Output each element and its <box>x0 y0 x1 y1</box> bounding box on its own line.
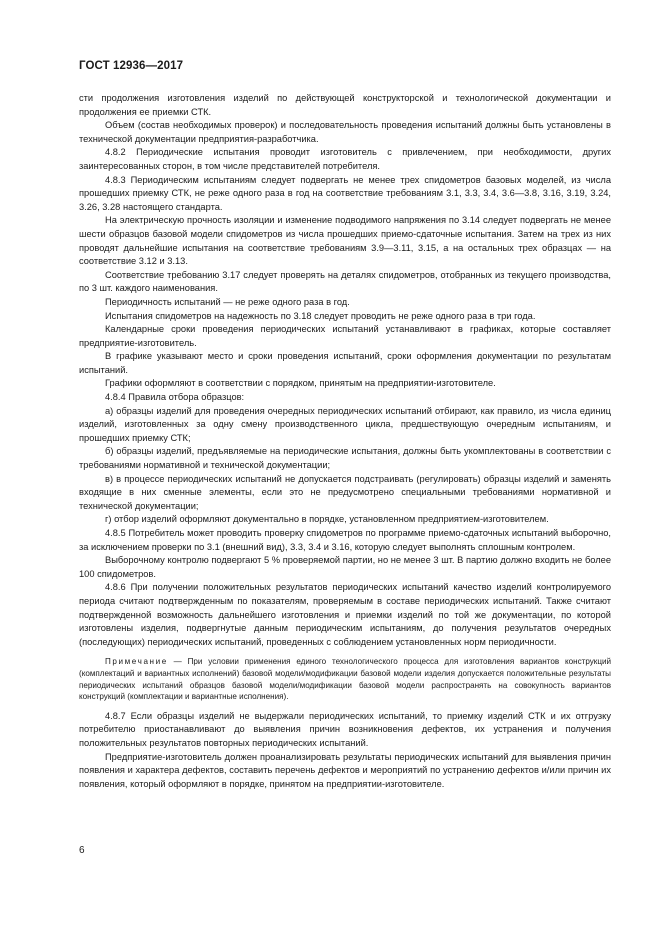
paragraph: В графике указывают место и сроки проведения испытаний, сроки оформления документации по результатам испытаний. <box>79 351 611 375</box>
paragraph: Периодичность испытаний — не реже одного раза в год. <box>105 296 350 307</box>
note <box>79 656 611 702</box>
clause-4-8-3: 4.8.3 Периодическим испытаниям следует подвергать не менее трех спидометров базовых моделей, из числа прошедших приемку СТК, не реже одного раза в год на соответствие требованиям 3.1, 3.3, 3.4, 3.6—3.8, 3.16, 3.19, 3.24, 3.26, 3.28 настоящего стандарта. <box>79 174 611 212</box>
clause-4-8-2: 4.8.2 Периодические испытания проводит изготовитель с привлечением, при необходимости, других заинтересованных сторон, в том числе представителей потребителя. <box>79 147 611 171</box>
paragraph: Испытания спидометров на надежность по 3.18 следует проводить не реже одного раза в три года. <box>105 310 536 321</box>
paragraph-continuation: сти продолжения изготовления изделий по действующей конструкторской и технологической документации и продолжения ее приемки СТК. <box>79 93 611 117</box>
document-header: ГОСТ 12936—2017 <box>79 60 184 72</box>
paragraph: Календарные сроки проведения периодических испытаний устанавливают в графиках, которые составляет предприятие-изготовитель. <box>79 324 611 348</box>
paragraph: Выборочному контролю подвергают 5 % проверяемой партии, но не менее 3 шт. В партию должно входить не более 100 спидометров. <box>79 555 611 579</box>
list-item-v: в) в процессе периодических испытаний не допускается подстраивать (регулировать) образцы изделий и заменять входящие в них сменные элементы, если это не предусмотрено специальными требованиями нормативной и технической документации; <box>79 473 611 511</box>
paragraph: Соответствие требованию 3.17 следует проверять на деталях спидометров, отобранных из текущего производства, по 3 шт. каждого наименования. <box>79 269 611 294</box>
clause-4-8-4: 4.8.4 Правила отбора образцов: <box>105 392 245 403</box>
clause-4-8-7: 4.8.7 Если образцы изделий не выдержали периодических испытаний, то приемку изделий СТК и их отгрузку потребителю приостанавливают до выявления причин возникновения дефектов, их устранения и получения положительных результатов повторных периодических испытаний. <box>79 710 611 748</box>
clause-4-8-6: 4.8.6 При получении положительных результатов периодических испытаний качество изделий контролируемого периода считают подтвержденным по показателям, проверяемым в составе периодических испытаний. Также считают подтвержденной возможность дальнейшего изготовления и приемки изделий по той же документации, по которой изготовлены изделия, подвергнутые данным периодическим испытаниям, до получения результатов очередных (последующих) периодических испытаний, проведенных с соблюдением установленных норм периодичности. <box>79 582 611 647</box>
clause-4-8-5: 4.8.5 Потребитель может проводить проверку спидометров по программе приемо-сдаточных испытаний выборочно, за исключением проверки по 3.1 (внешний вид), 3.3, 3.4 и 3.16, которую следует выполнять сплошным контролем. <box>79 528 611 552</box>
paragraph: Графики оформляют в соответствии с порядком, принятым на предприятии-изготовителе. <box>105 378 496 389</box>
note-label: Примечание <box>105 657 168 667</box>
page-number: 6 <box>79 845 85 856</box>
paragraph: Предприятие-изготовитель должен проанализировать результаты периодических испытаний для выявления причин появления и характера дефектов, составить перечень дефектов и мероприятий по устранению дефектов и/или причин их появления, который оформляют в порядке, принятом на предприятии-изготовителе. <box>79 751 611 789</box>
document-body <box>79 92 611 791</box>
note-text: — При условии применения единого технологического процесса для изготовления вариантов конструкций (комплектаций и вариантных исполнений) базовой модели/модификации базовой модели изделия допускается положительные результаты периодических испытаний образцов базовой модели/модификации базовой модели распространять на совокупность вариантов конструкций (комплектации и вариантные исполнения). <box>79 657 611 702</box>
list-item-g: г) отбор изделий оформляют документально в порядке, установленном предприятием-изготовителем. <box>105 514 549 525</box>
list-item-b: б) образцы изделий, предъявляемые на периодические испытания, должны быть укомплектованы в соответствии с требованиями нормативной и технической документации; <box>79 446 611 471</box>
paragraph: Объем (состав необходимых проверок) и последовательность проведения испытаний должны быть установлены в технической документации предприятия-разработчика. <box>79 120 611 144</box>
list-item-a: а) образцы изделий для проведения очередных периодических испытаний отбирают, как правило, из числа единиц изделий, изготовленных за одну смену производственного цикла, предшествующую очередным испытаниям, и прошедших приемку СТК; <box>79 405 611 443</box>
paragraph: На электрическую прочность изоляции и изменение подводимого напряжения по 3.14 следует подвергать не менее шести образцов базовой модели спидометров из числа прошедших приемо-сдаточные испытания. Затем на трех из них проводят дальнейшие испытания на соответствие требованиям 3.9—3.11, 3.15, а на остальных трех образцах — на соответствие 3.12 и 3.13. <box>79 215 611 267</box>
